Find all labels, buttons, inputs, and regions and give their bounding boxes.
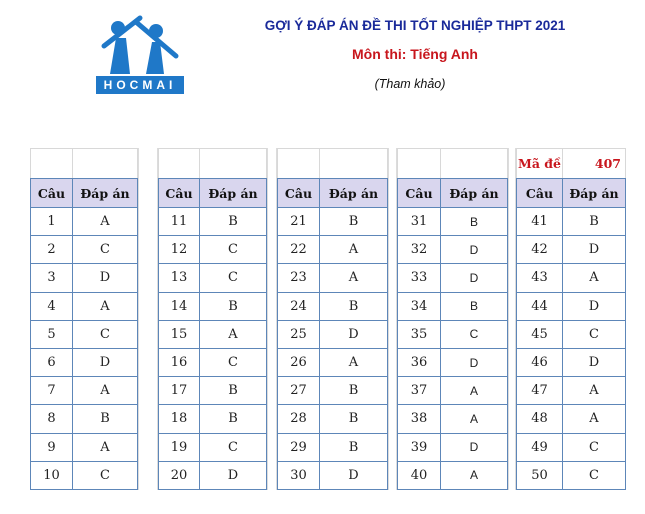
question-number: 13 (158, 263, 200, 292)
question-number: 43 (516, 263, 563, 292)
column-header-answer: Đáp án (562, 178, 626, 208)
answer-value: A (199, 320, 267, 349)
answer-value: B (199, 404, 267, 433)
answer-value: A (562, 376, 626, 405)
question-number: 11 (158, 207, 200, 236)
question-number: 4 (30, 292, 73, 321)
two-people-icon (96, 14, 184, 76)
reference-note: (Tham khảo) (374, 77, 446, 91)
answer-value: D (440, 433, 508, 462)
question-number: 3 (30, 263, 73, 292)
answer-value: A (440, 404, 508, 433)
answer-value: C (72, 235, 138, 264)
answer-value: D (319, 461, 388, 490)
question-number: 2 (30, 235, 73, 264)
question-number: 38 (397, 404, 441, 433)
answer-value: D (72, 348, 138, 377)
question-number: 6 (30, 348, 73, 377)
question-number: 44 (516, 292, 563, 321)
question-number: 34 (397, 292, 441, 321)
answer-value: C (562, 461, 626, 490)
answer-value: C (440, 320, 508, 349)
spacer-column (508, 148, 516, 490)
answer-value: C (72, 461, 138, 490)
answer-value: D (562, 348, 626, 377)
answer-value: C (72, 320, 138, 349)
question-number: 19 (158, 433, 200, 462)
answer-value: A (440, 376, 508, 405)
answer-value: B (319, 376, 388, 405)
column-header-question: Câu (277, 178, 320, 208)
question-number: 41 (516, 207, 563, 236)
column-header-question: Câu (30, 178, 73, 208)
answer-value: A (319, 263, 388, 292)
question-number: 33 (397, 263, 441, 292)
answer-value: D (562, 292, 626, 321)
empty-cell (72, 148, 138, 178)
answer-value: A (440, 461, 508, 490)
answer-value: A (72, 207, 138, 236)
question-number: 1 (30, 207, 73, 236)
answer-value: B (319, 433, 388, 462)
question-number: 32 (397, 235, 441, 264)
question-number: 42 (516, 235, 563, 264)
question-number: 21 (277, 207, 320, 236)
answer-value: A (319, 348, 388, 377)
answer-value: D (440, 348, 508, 377)
answer-value: A (72, 292, 138, 321)
question-number: 9 (30, 433, 73, 462)
question-number: 7 (30, 376, 73, 405)
answer-value: B (440, 292, 508, 321)
answer-value: B (319, 404, 388, 433)
answer-value: B (199, 207, 267, 236)
question-number: 5 (30, 320, 73, 349)
answer-value: A (562, 263, 626, 292)
answer-value: D (72, 263, 138, 292)
question-number: 28 (277, 404, 320, 433)
empty-cell (440, 148, 508, 178)
answer-value: A (72, 433, 138, 462)
question-number: 16 (158, 348, 200, 377)
empty-cell (30, 148, 73, 178)
empty-cell (397, 148, 441, 178)
answer-value: C (199, 263, 267, 292)
answer-value: B (319, 292, 388, 321)
answer-value: C (562, 320, 626, 349)
answer-value: B (72, 404, 138, 433)
question-number: 30 (277, 461, 320, 490)
question-number: 20 (158, 461, 200, 490)
question-number: 15 (158, 320, 200, 349)
subject-label: Môn thi: Tiếng Anh (352, 46, 478, 62)
answer-value: A (562, 404, 626, 433)
spacer-column (138, 148, 158, 490)
answer-value: A (319, 235, 388, 264)
question-number: 45 (516, 320, 563, 349)
answer-value: D (440, 235, 508, 264)
answer-value: B (440, 207, 508, 236)
answer-value: D (199, 461, 267, 490)
answer-value: D (562, 235, 626, 264)
question-number: 46 (516, 348, 563, 377)
hocmai-logo (96, 14, 184, 96)
column-header-answer: Đáp án (319, 178, 388, 208)
answer-value: B (562, 207, 626, 236)
exam-code-value: 407 (562, 148, 626, 178)
question-number: 36 (397, 348, 441, 377)
answer-value: C (199, 348, 267, 377)
question-number: 37 (397, 376, 441, 405)
column-header-question: Câu (158, 178, 200, 208)
question-number: 31 (397, 207, 441, 236)
column-header-question: Câu (516, 178, 563, 208)
question-number: 23 (277, 263, 320, 292)
logo-brand-text: HOCMAI (96, 76, 184, 94)
question-number: 35 (397, 320, 441, 349)
column-header-answer: Đáp án (199, 178, 267, 208)
exam-code-label: Mã đề (516, 148, 563, 178)
question-number: 25 (277, 320, 320, 349)
question-number: 49 (516, 433, 563, 462)
spacer-column (388, 148, 397, 490)
question-number: 27 (277, 376, 320, 405)
question-number: 14 (158, 292, 200, 321)
question-number: 26 (277, 348, 320, 377)
question-number: 40 (397, 461, 441, 490)
answer-value: B (199, 376, 267, 405)
empty-cell (199, 148, 267, 178)
empty-cell (158, 148, 200, 178)
answer-value: B (199, 292, 267, 321)
spacer-column (267, 148, 277, 490)
question-number: 17 (158, 376, 200, 405)
column-header-answer: Đáp án (72, 178, 138, 208)
question-number: 29 (277, 433, 320, 462)
answer-value: C (199, 433, 267, 462)
page-title: GỢI Ý ĐÁP ÁN ĐỀ THI TỐT NGHIỆP THPT 2021 (264, 18, 566, 33)
question-number: 22 (277, 235, 320, 264)
empty-cell (277, 148, 320, 178)
question-number: 50 (516, 461, 563, 490)
question-number: 47 (516, 376, 563, 405)
column-header-question: Câu (397, 178, 441, 208)
answer-value: D (440, 263, 508, 292)
question-number: 39 (397, 433, 441, 462)
question-number: 8 (30, 404, 73, 433)
question-number: 18 (158, 404, 200, 433)
column-header-answer: Đáp án (440, 178, 508, 208)
question-number: 48 (516, 404, 563, 433)
answer-value: C (562, 433, 626, 462)
answer-value: A (72, 376, 138, 405)
answer-value: B (319, 207, 388, 236)
empty-cell (319, 148, 388, 178)
question-number: 12 (158, 235, 200, 264)
question-number: 24 (277, 292, 320, 321)
question-number: 10 (30, 461, 73, 490)
answer-value: D (319, 320, 388, 349)
answer-value: C (199, 235, 267, 264)
